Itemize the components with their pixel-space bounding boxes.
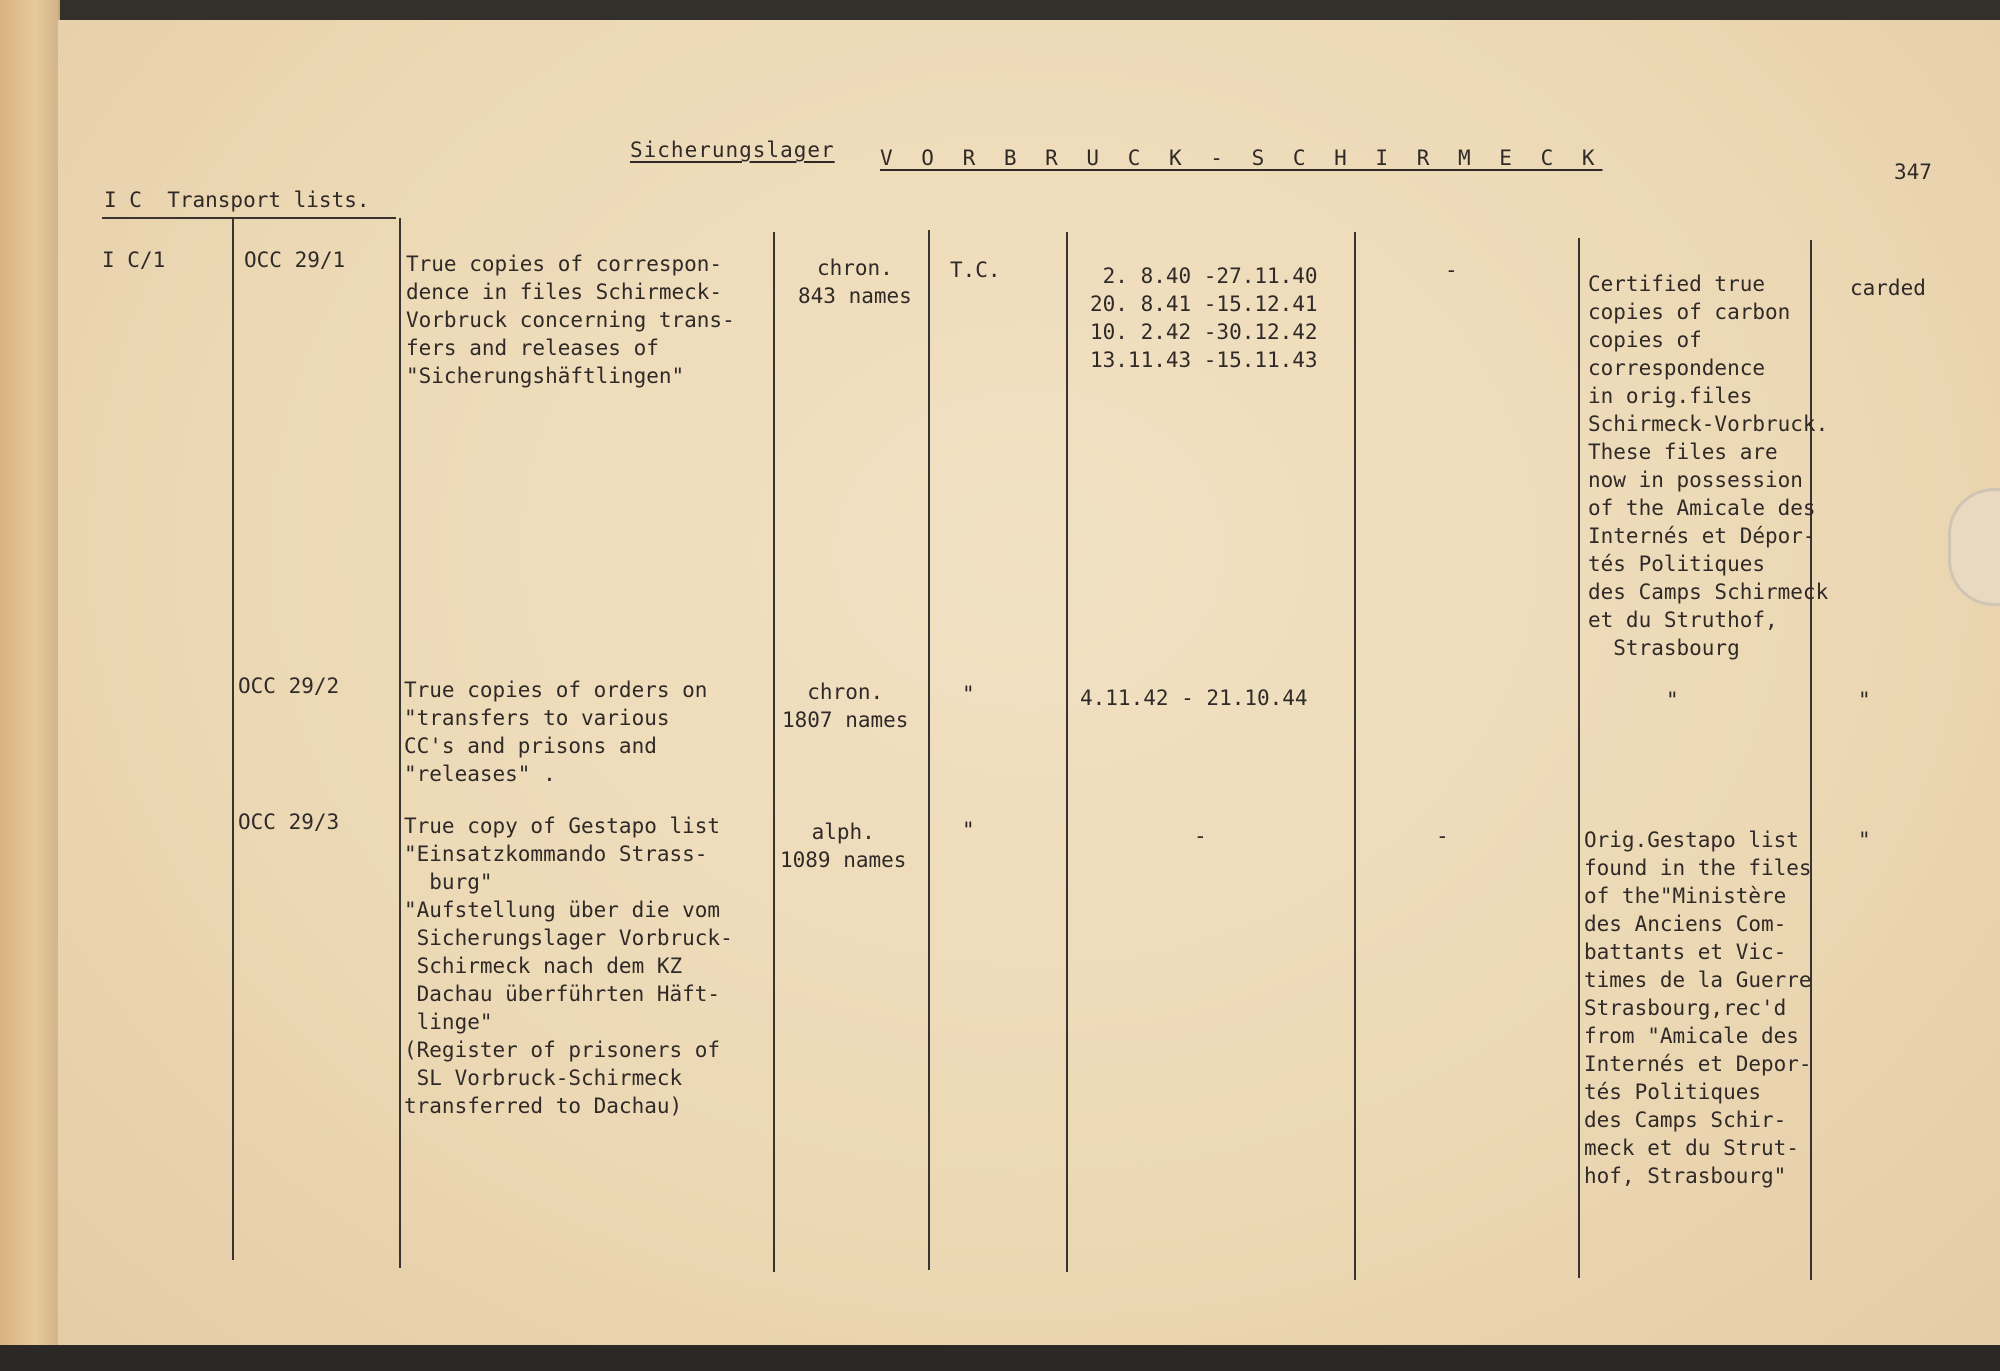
row2-type: " bbox=[962, 682, 975, 706]
row1-type: T.C. bbox=[950, 258, 1001, 282]
background-edge-top bbox=[0, 0, 2000, 20]
row3-status: " bbox=[1858, 828, 1871, 852]
row1-file: OCC 29/1 bbox=[244, 248, 346, 272]
column-rule-4 bbox=[928, 230, 930, 1270]
row3-description: True copy of Gestapo list "Einsatzkommando Strass- burg" "Aufstellung über die vom Sicherungslager Vorbruck- Schirmeck nach dem KZ Dachau überführten Häft- linge" (Register of prisoners of SL Vorbruck-Schirmeck transferred to Dachau) bbox=[404, 814, 733, 1118]
row1-remarks: Certified true copies of carbon copies of correspondence in orig.files Schirmeck-Vorbruck. These files are now in possession of the Amicale des Internés et Dépor- tés Politiques des Camps Schirmeck et du Struthof, Strasbourg bbox=[1588, 272, 1829, 660]
camp-label: Sicherungslager bbox=[630, 138, 835, 162]
section-title: I C Transport lists. bbox=[104, 188, 370, 212]
row1-col7: - bbox=[1445, 258, 1458, 282]
row3-remarks: Orig.Gestapo list found in the files of the"Ministère des Anciens Com- battants et Vic- times de la Guerre Strasbourg,rec'd from "Amicale des Internés et Depor- tés Politiques des Camps Schir- meck et du Strut- hof, Strasbourg" bbox=[1584, 828, 1812, 1188]
row1-dates: 2. 8.40 -27.11.40 20. 8.41 -15.12.41 10. 2.42 -30.12.42 13.11.43 -15.11.43 bbox=[1090, 264, 1318, 372]
camp-name: V O R B R U C K - S C H I R M E C K bbox=[880, 146, 1603, 170]
row3-order: alph. 1089 names bbox=[780, 820, 907, 872]
row2-status: " bbox=[1858, 688, 1871, 712]
background-edge-bottom bbox=[0, 1345, 2000, 1371]
row2-file: OCC 29/2 bbox=[238, 674, 340, 698]
row1-order: chron. 843 names bbox=[798, 256, 912, 308]
row3-dates: - bbox=[1194, 824, 1207, 848]
row1-ref: I C/1 bbox=[102, 248, 166, 272]
column-rule-5 bbox=[1066, 232, 1068, 1272]
row1-status: carded bbox=[1850, 276, 1926, 300]
row3-type: " bbox=[962, 818, 975, 842]
row3-file: OCC 29/3 bbox=[238, 810, 340, 834]
section-underline bbox=[102, 217, 396, 219]
row1-description: True copies of correspon- dence in files Schirmeck- Vorbruck concerning trans- fers and releases of "Sicherungshäftlingen" bbox=[406, 252, 735, 388]
row2-order: chron. 1807 names bbox=[782, 680, 909, 732]
book-binding bbox=[0, 0, 60, 1371]
row2-description: True copies of orders on "transfers to various CC's and prisons and "releases" . bbox=[404, 678, 708, 786]
column-rule-6 bbox=[1354, 232, 1356, 1280]
row2-dates: 4.11.42 - 21.10.44 bbox=[1080, 686, 1308, 710]
column-rule-3 bbox=[773, 232, 775, 1272]
column-rule-7 bbox=[1578, 238, 1580, 1278]
row3-col7: - bbox=[1436, 824, 1449, 848]
page-number: 347 bbox=[1894, 160, 1932, 184]
column-rule-2 bbox=[399, 218, 401, 1268]
row2-remarks: " bbox=[1666, 688, 1679, 712]
column-rule-1 bbox=[232, 218, 234, 1260]
